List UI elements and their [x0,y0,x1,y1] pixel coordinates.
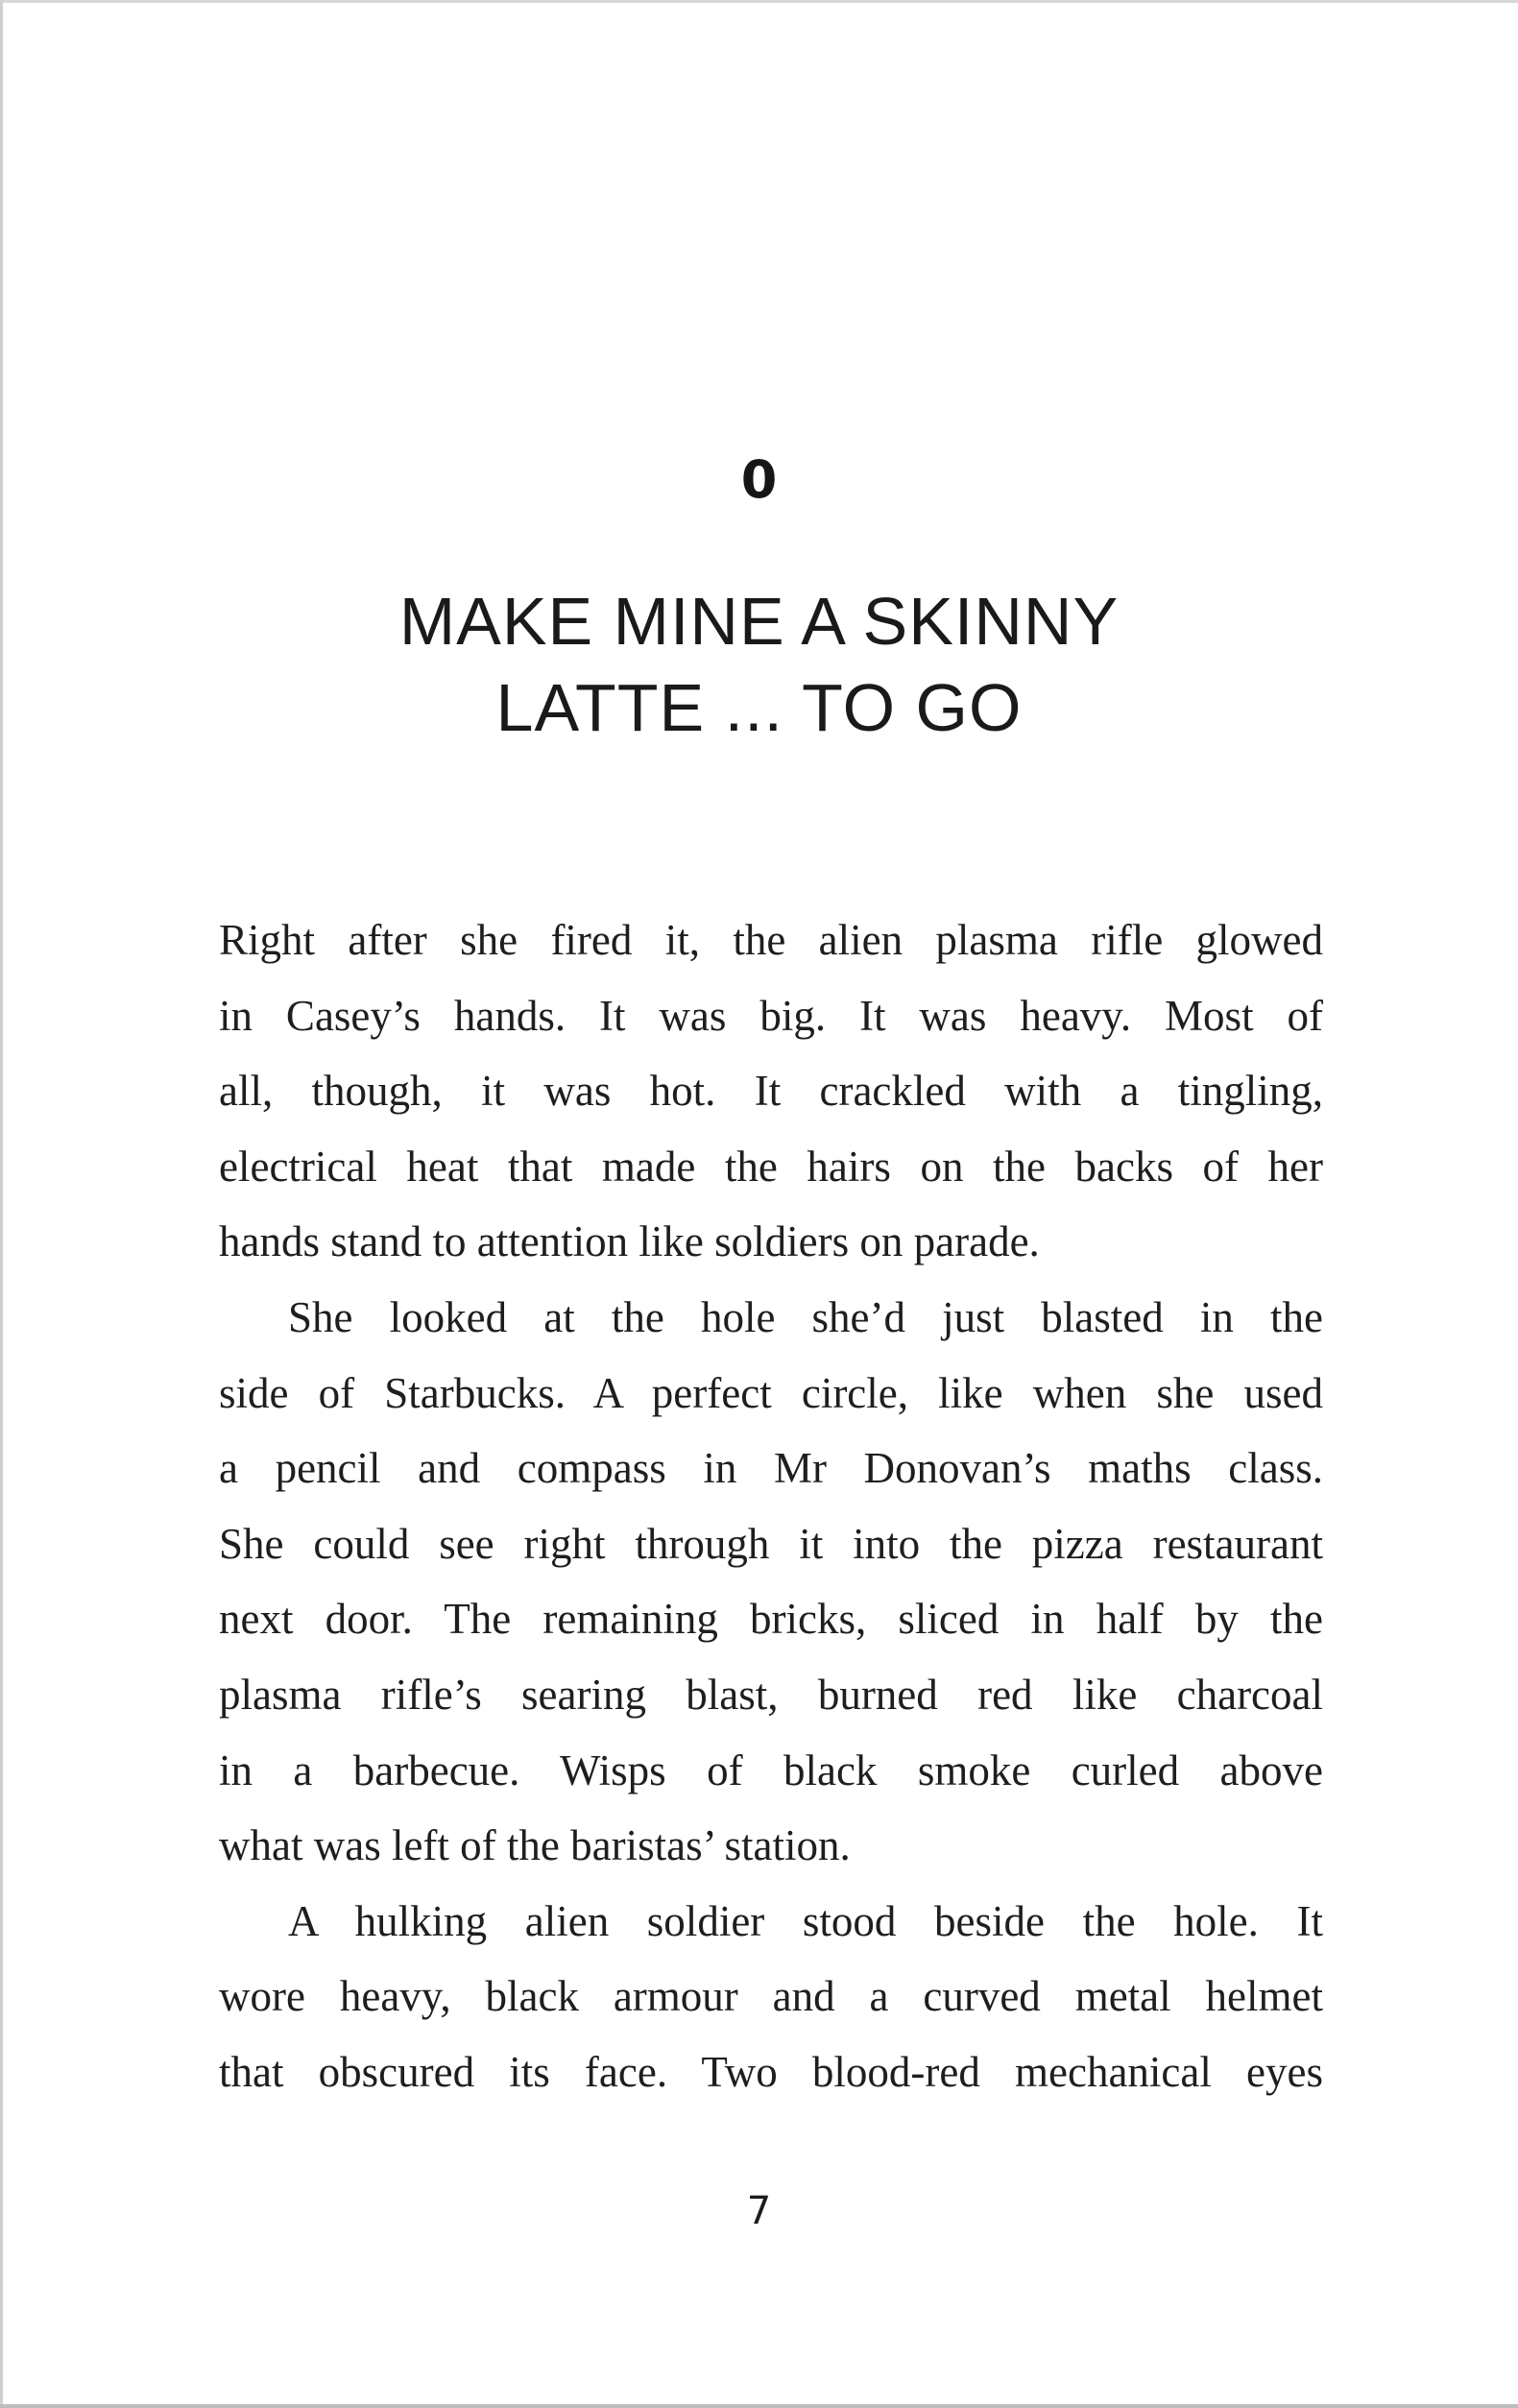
text-line: She could see right through it into the pizza restaurant [219,1519,1323,1568]
text-line: side of Starbucks. A perfect circle, like when she used [219,1368,1323,1417]
scan-edge-bottom [0,2404,1518,2408]
chapter-title [0,578,1518,751]
chapter-title-line-1: MAKE MINE A SKINNY [398,584,1120,659]
text-line: electrical heat that made the hairs on the backs of her [219,1142,1323,1191]
scan-edge-top [0,0,1518,3]
text-line: what was left of the baristas’ station. [219,1821,851,1870]
text-line: She looked at the hole she’d just blasted in the [288,1292,1323,1341]
text-line: A hulking alien soldier stood beside the hole. It [288,1896,1323,1945]
text-line: all, though, it was hot. It crackled with a tingling, [219,1067,1323,1116]
text-line: that obscured its face. Two blood-red mechanical eyes [219,2047,1323,2096]
paragraph [219,903,1323,1280]
text-line: plasma rifle’s searing blast, burned red like charcoal [219,1670,1323,1719]
text-line: in a barbecue. Wisps of black smoke curled above [219,1746,1323,1794]
page-number: 7 [746,2189,772,2233]
paragraph [219,1884,1323,2110]
text-line: a pencil and compass in Mr Donovan’s maths class. [219,1444,1323,1493]
text-line: wore heavy, black armour and a curved metal helmet [219,1972,1323,2021]
body-text [219,903,1323,2110]
chapter-title-line-2: LATTE ... TO GO [495,670,1023,745]
text-line: next door. The remaining bricks, sliced in half by the [219,1595,1323,1644]
text-line: in Casey’s hands. It was big. It was heavy. Most of [219,991,1323,1040]
paragraph [219,1280,1323,1884]
text-line: Right after she fired it, the alien plasma rifle glowed [219,916,1323,964]
scan-edge-left [0,0,3,2408]
text-line: hands stand to attention like soldiers on parade. [219,1217,1040,1266]
chapter-number: 0 [740,449,778,510]
